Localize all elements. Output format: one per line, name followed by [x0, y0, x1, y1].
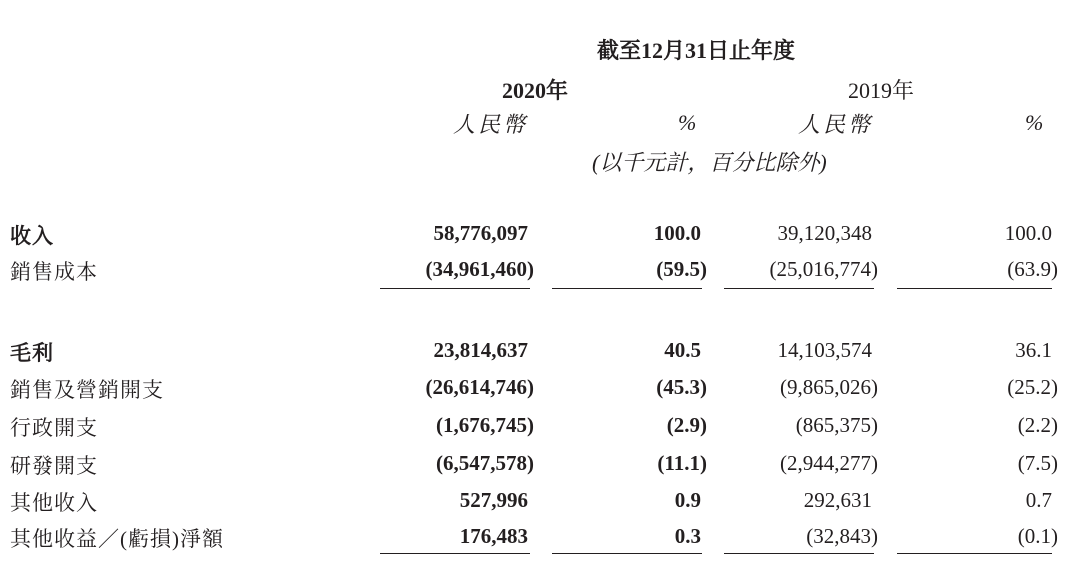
row-label-other-income: 其他收入	[10, 491, 98, 515]
unit-note: (以千元計，百分比除外)	[592, 150, 827, 175]
row-label-administrative: 行政開支	[10, 416, 98, 440]
bottom-rule-2019-value	[724, 553, 874, 554]
year-2019-heading: 2019年	[848, 78, 915, 103]
revenue-2020-pct: 100.0	[653, 221, 701, 245]
administrative-2019-value: (865,375)	[795, 413, 878, 437]
selling-marketing-2020-pct: (45.3)	[656, 375, 707, 399]
cost-of-sales-2020-value: (34,961,460)	[425, 257, 534, 281]
cost-of-sales-2019-value: (25,016,774)	[769, 257, 878, 281]
period-heading: 截至12月31日止年度	[597, 38, 796, 63]
other-income-2020-pct: 0.9	[674, 488, 701, 512]
revenue-2020-value: 58,776,097	[433, 221, 528, 245]
research-development-2020-pct: (11.1)	[657, 451, 707, 475]
row-label-research-development: 研發開支	[10, 454, 98, 478]
row-label-revenue: 收入	[10, 224, 54, 248]
revenue-2019-value: 39,120,348	[777, 221, 872, 245]
bottom-rule-2019-pct	[897, 553, 1052, 554]
pct-2019-heading: %	[1025, 110, 1044, 135]
currency-2020-heading: 人民幣	[453, 112, 529, 137]
pct-2020-heading: %	[678, 110, 697, 135]
other-gains-losses-2020-value: 176,483	[459, 524, 528, 548]
other-income-2019-value: 292,631	[803, 488, 872, 512]
row-label-selling-marketing: 銷售及營銷開支	[10, 378, 164, 402]
row-label-gross-profit: 毛利	[10, 341, 54, 365]
cost-of-sales-2019-pct: (63.9)	[1007, 257, 1058, 281]
selling-marketing-2019-value: (9,865,026)	[780, 375, 878, 399]
administrative-2019-pct: (2.2)	[1017, 413, 1058, 437]
revenue-2019-pct: 100.0	[1004, 221, 1052, 245]
research-development-2019-pct: (7.5)	[1017, 451, 1058, 475]
selling-marketing-2020-value: (26,614,746)	[425, 375, 534, 399]
other-gains-losses-2019-pct: (0.1)	[1017, 524, 1058, 548]
other-income-2019-pct: 0.7	[1025, 488, 1052, 512]
currency-2019-heading: 人民幣	[798, 112, 874, 137]
gross-profit-2020-pct: 40.5	[664, 338, 701, 362]
research-development-2020-value: (6,547,578)	[436, 451, 534, 475]
administrative-2020-value: (1,676,745)	[436, 413, 534, 437]
other-gains-losses-2020-pct: 0.3	[674, 524, 701, 548]
gross-profit-2019-value: 14,103,574	[777, 338, 872, 362]
subtotal-rule-2020-value	[380, 288, 530, 289]
research-development-2019-value: (2,944,277)	[780, 451, 878, 475]
other-income-2020-value: 527,996	[459, 488, 528, 512]
cost-of-sales-2020-pct: (59.5)	[656, 257, 707, 281]
other-gains-losses-2019-value: (32,843)	[806, 524, 878, 548]
subtotal-rule-2020-pct	[552, 288, 702, 289]
selling-marketing-2019-pct: (25.2)	[1007, 375, 1058, 399]
gross-profit-2020-value: 23,814,637	[433, 338, 528, 362]
row-label-other-gains-losses: 其他收益／(虧損)淨額	[10, 527, 224, 551]
row-label-cost-of-sales: 銷售成本	[10, 260, 98, 284]
subtotal-rule-2019-pct	[897, 288, 1052, 289]
bottom-rule-2020-value	[380, 553, 530, 554]
gross-profit-2019-pct: 36.1	[1015, 338, 1052, 362]
year-2020-heading: 2020年	[502, 78, 569, 103]
bottom-rule-2020-pct	[552, 553, 702, 554]
administrative-2020-pct: (2.9)	[666, 413, 707, 437]
subtotal-rule-2019-value	[724, 288, 874, 289]
